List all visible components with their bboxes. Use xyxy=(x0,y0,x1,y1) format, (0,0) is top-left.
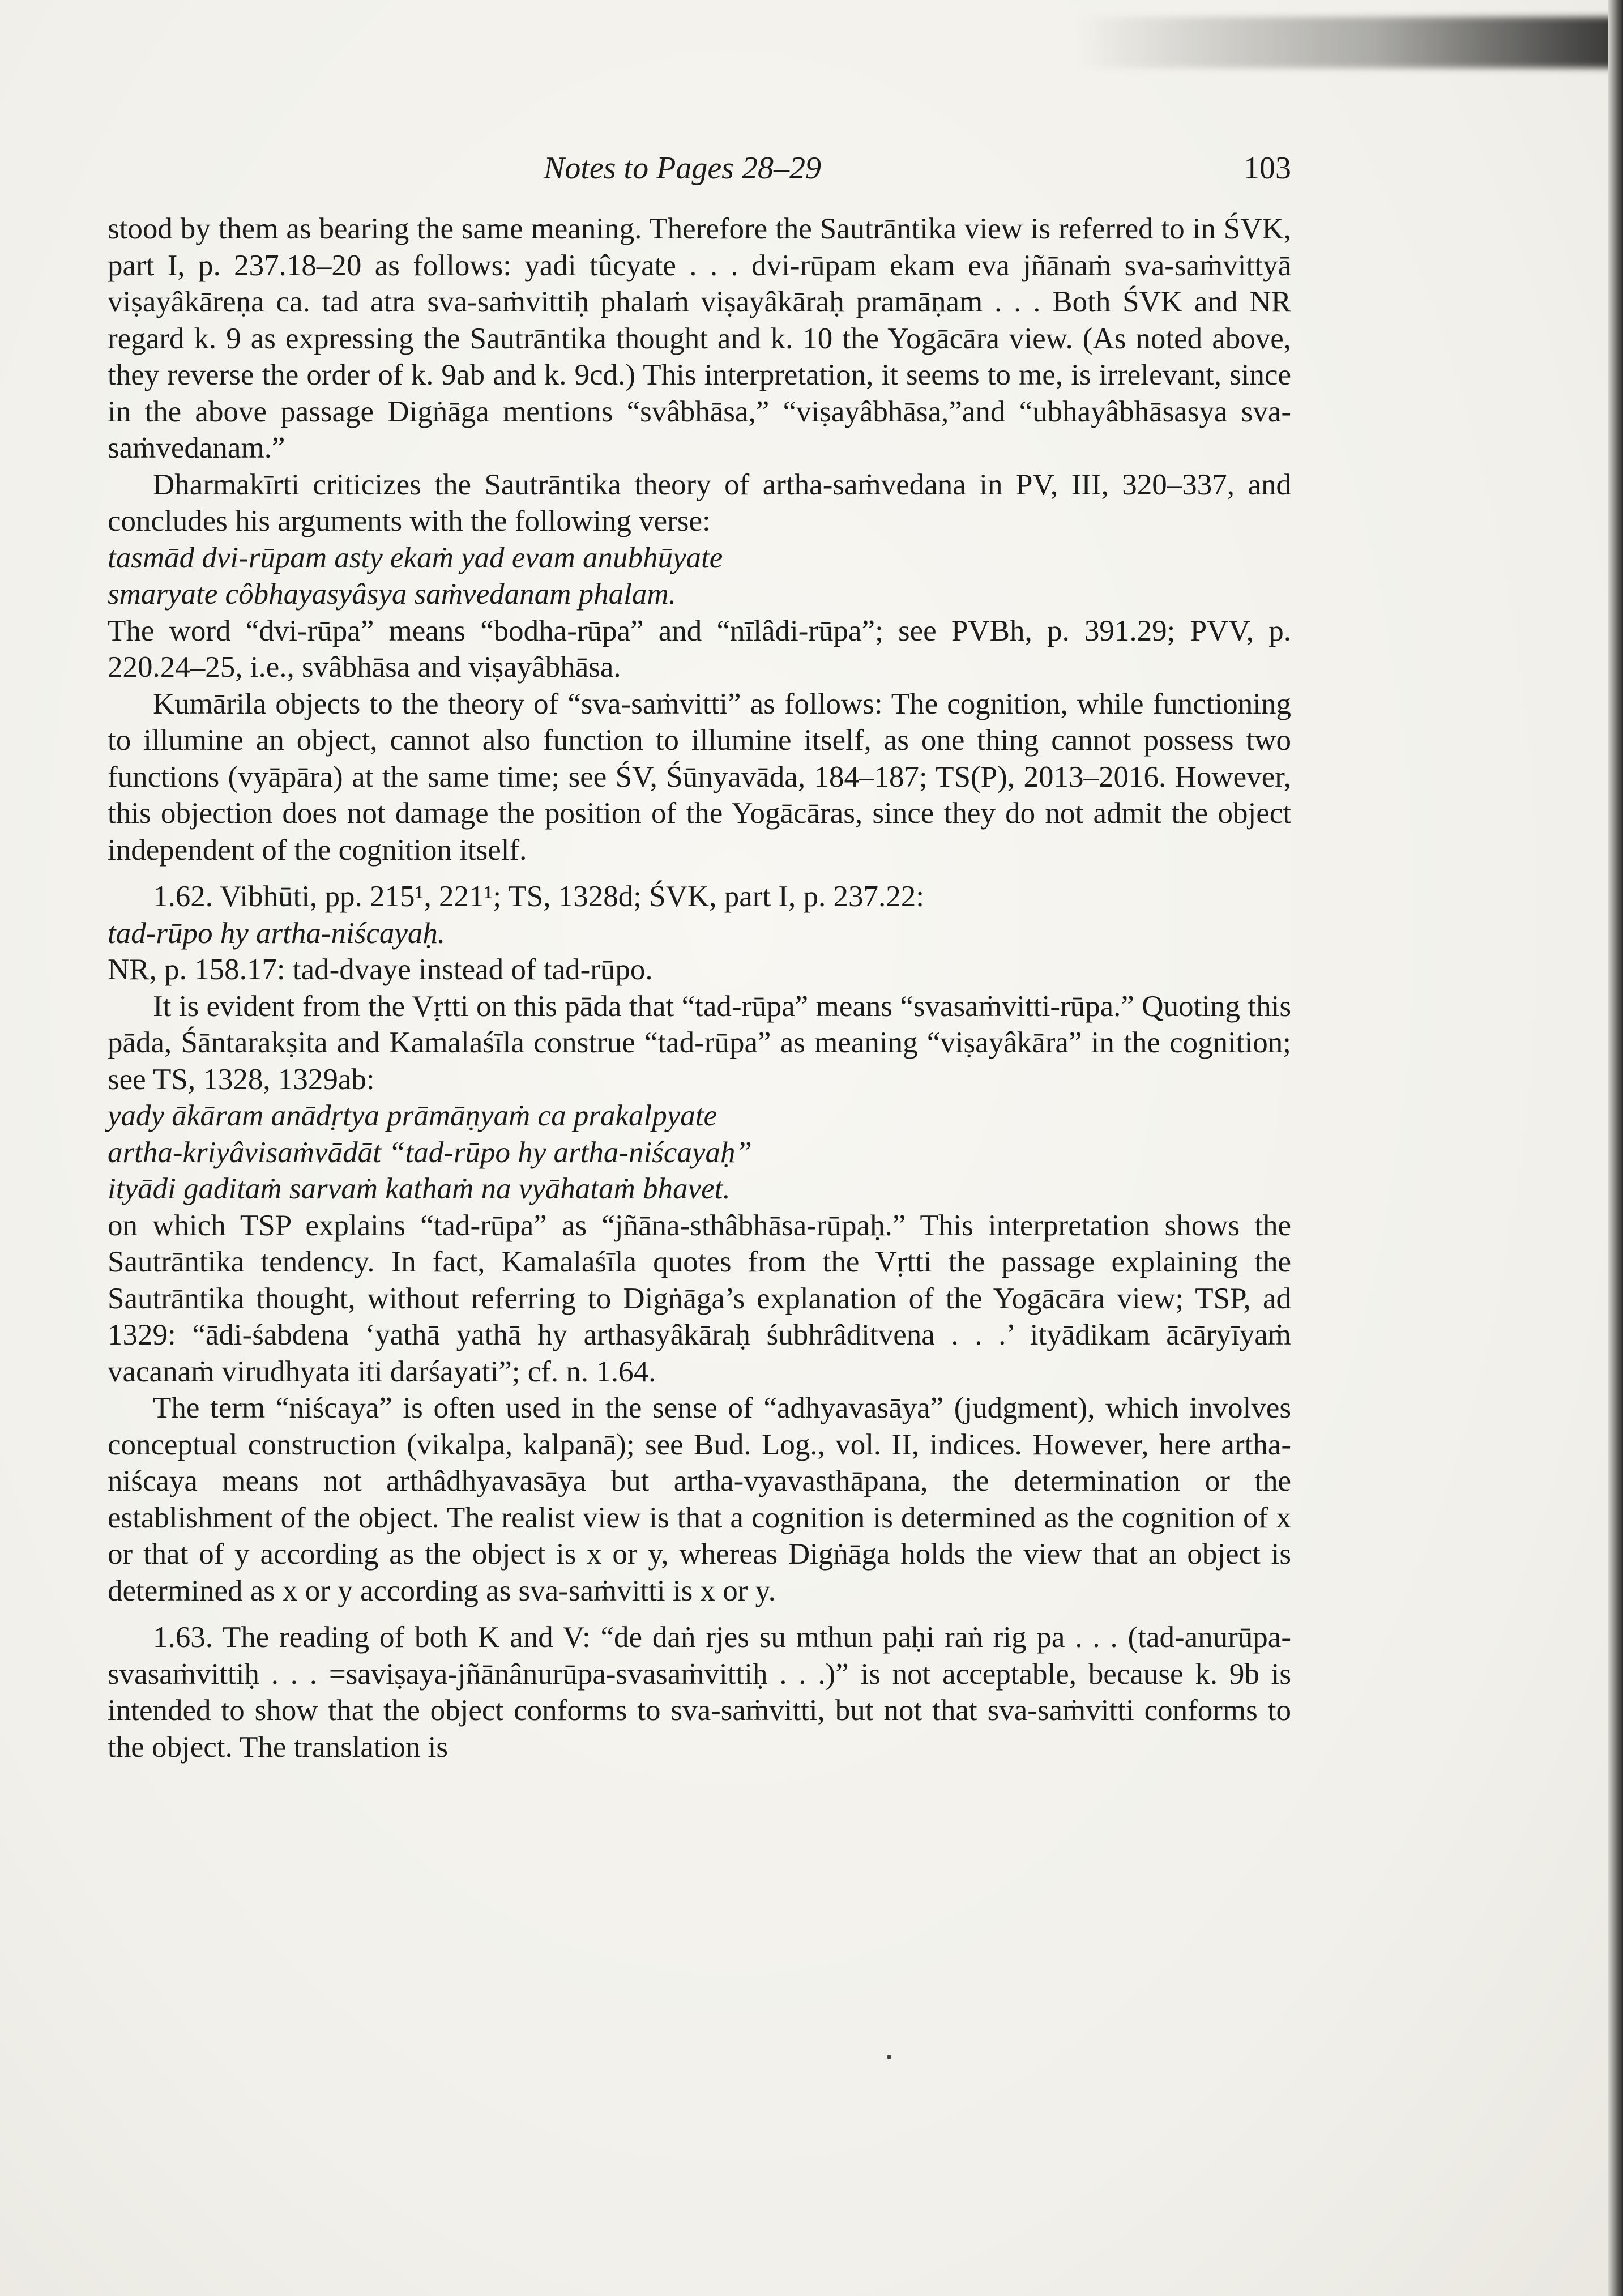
note-1-62: 1.62. Vibhūti, pp. 215¹, 221¹; TS, 1328d; ŚVK, part I, p. 237.22: xyxy=(153,880,924,913)
paragraph: stood by them as bearing the same meaning. Therefore the Sautrāntika view is referred to in ŚVK, part I, p. 237.18–20 as follows: yadi tûcyate . . . dvi-rūpam ekam eva jñānaṁ sva-saṁvittyā viṣayâkāreṇa ca. tad atra sva-saṁvittiḥ phalaṁ viṣayâkāraḥ pramāṇam . . . Both ŚVK and NR regard k. 9 as expressing the Sautrāntika thought and k. 10 the Yogācāra view. (As noted above, they reverse the order of k. 9ab and k. 9cd.) This interpretation, it seems to me, is irrelevant, since in the above passage Digṅāga mentions “svâbhāsa,” “viṣayâbhāsa,”and “ubhayâbhāsasya sva-saṁvedanam.” xyxy=(108,212,1291,464)
paragraph: NR, p. 158.17: tad-dvaye instead of tad-rūpo. xyxy=(108,953,653,986)
scan-shadow xyxy=(1076,17,1623,68)
paragraph: Dharmakīrti criticizes the Sautrāntika theory of artha-saṁvedana in PV, III, 320–337, and concludes his arguments with the following verse: xyxy=(108,468,1291,537)
verse-line: tad-rūpo hy artha-niścayaḥ. xyxy=(108,916,446,950)
verse-line: tasmād dvi-rūpam asty ekaṁ yad evam anubhūyate xyxy=(108,541,723,574)
note-1-63: 1.63. The reading of both K and V: “de daṅ rjes su mthun paḥi raṅ rig pa . . . (tad-anurūpa-svasaṁvittiḥ . . . =saviṣaya-jñānânurūpa-svasaṁvittiḥ . . .)” is not acceptable, because k. 9b is intended to show that the object conforms to sva-saṁvitti, but not that sva-saṁvitti conforms to the object. The translation is xyxy=(108,1621,1291,1764)
page-edge-shadow xyxy=(1608,0,1623,2296)
speck xyxy=(887,2055,891,2059)
page-body xyxy=(108,211,1291,1765)
page-number: 103 xyxy=(1244,151,1291,186)
verse-line: yady ākāram anādṛtya prāmāṇyaṁ ca prakalpyate xyxy=(108,1099,717,1132)
paragraph: The term “niścaya” is often used in the sense of “adhyavasāya” (judgment), which involves conceptual construction (vikalpa, kalpanā); see Bud. Log., vol. II, indices. However, here artha-niścaya means not arthâdhyavasāya but artha-vyavasthāpana, the determination or the establishment of the object. The realist view is that a cognition is determined as the cognition of x or that of y according as the object is x or y, whereas Digṅāga holds the view that an object is determined as x or y according as sva-saṁvitti is x or y. xyxy=(108,1392,1291,1607)
page-header xyxy=(108,148,1291,188)
running-title: Notes to Pages 28–29 xyxy=(544,151,821,186)
paragraph: The word “dvi-rūpa” means “bodha-rūpa” and “nīlâdi-rūpa”; see PVBh, p. 391.29; PVV, p. 220.24–25, i.e., svâbhāsa and viṣayâbhāsa. xyxy=(108,614,1291,684)
verse-line: artha-kriyâvisaṁvādāt “tad-rūpo hy artha-niścayaḥ” xyxy=(108,1136,752,1169)
paragraph: It is evident from the Vṛtti on this pāda that “tad-rūpa” means “svasaṁvitti-rūpa.” Quoting this pāda, Śāntarakṣita and Kamalaśīla construe “tad-rūpa” as meaning “viṣayâkāra” in the cognition; see TS, 1328, 1329ab: xyxy=(108,989,1291,1096)
verse-line: ityādi gaditaṁ sarvaṁ kathaṁ na vyāhataṁ bhavet. xyxy=(108,1172,731,1205)
paragraph: Kumārila objects to the theory of “sva-saṁvitti” as follows: The cognition, while functioning to illumine an object, cannot also function to illumine itself, as one thing cannot possess two functions (vyāpāra) at the same time; see ŚV, Śūnyavāda, 184–187; TS(P), 2013–2016. However, this objection does not damage the position of the Yogācāras, since they do not admit the object independent of the cognition itself. xyxy=(108,687,1291,867)
verse-line: smaryate côbhayasyâsya saṁvedanam phalam. xyxy=(108,578,676,611)
paragraph: on which TSP explains “tad-rūpa” as “jñāna-sthâbhāsa-rūpaḥ.” This interpretation shows the Sautrāntika tendency. In fact, Kamalaśīla quotes from the Vṛtti the passage explaining the Sautrāntika thought, without referring to Digṅāga’s explanation of the Yogācāra view; TSP, ad 1329: “ādi-śabdena ‘yathā yathā hy arthasyâkāraḥ śubhrâditvena . . .’ ityādikam ācāryīyaṁ vacanaṁ virudhyata iti darśayati”; cf. n. 1.64. xyxy=(108,1209,1291,1388)
